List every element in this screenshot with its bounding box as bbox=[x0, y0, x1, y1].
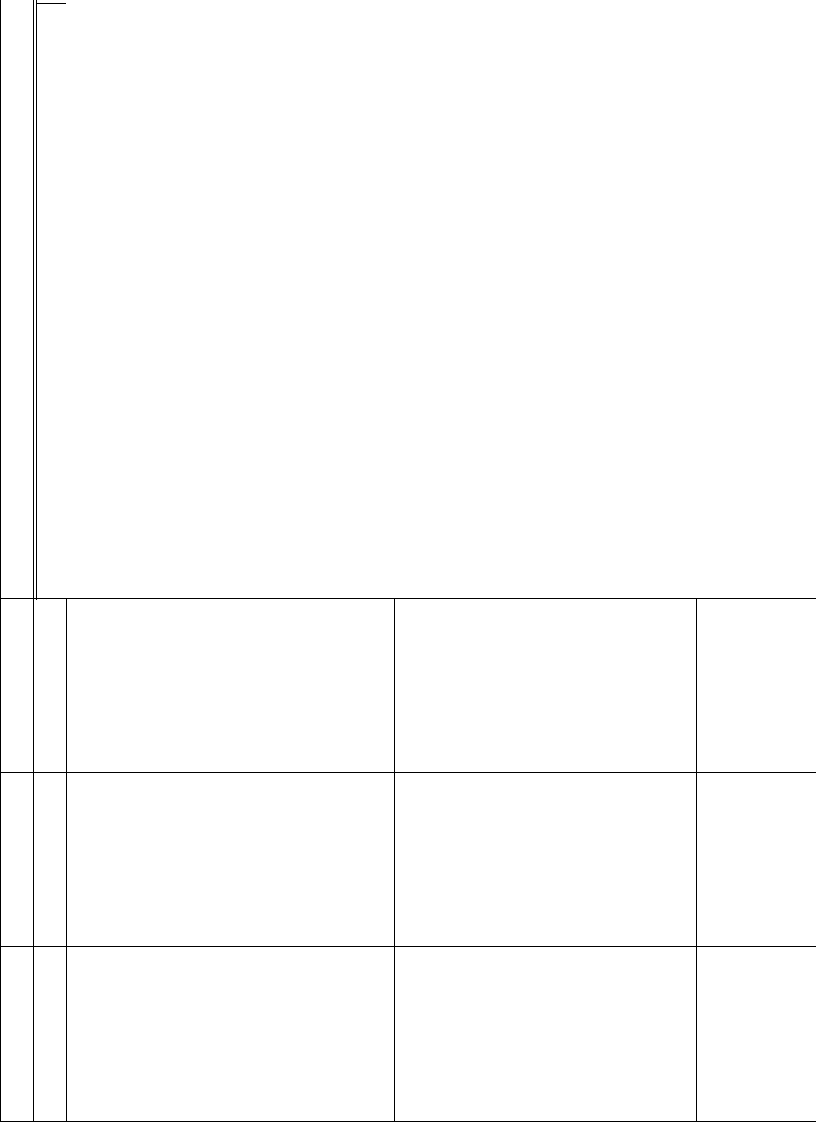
border-inner-double bbox=[36, 0, 37, 600]
border-inner bbox=[33, 0, 34, 600]
border-top-stub bbox=[36, 3, 66, 4]
border-left bbox=[0, 0, 1, 600]
